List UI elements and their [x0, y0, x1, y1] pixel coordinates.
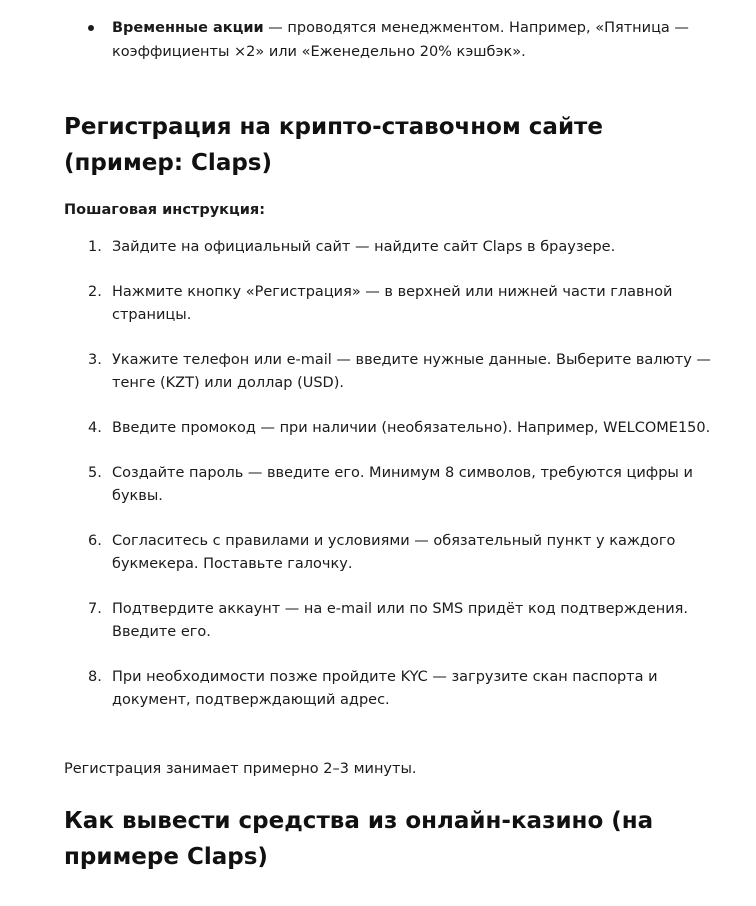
registration-time-note: Регистрация занимает примерно 2–3 минуты. — [64, 761, 417, 777]
step-item — [0, 462, 756, 508]
step-text: Согласитесь с правилами и условиями — обязательный пункт у каждого букмекера. Поставьте галочку. — [112, 533, 676, 572]
section-heading-withdrawal: Как вывести средства из онлайн-казино (на примере Claps) — [64, 808, 654, 870]
promo-bullet-list — [0, 16, 756, 64]
step-item — [0, 530, 756, 576]
section-heading-registration: Регистрация на крипто-ставочном сайте (пример: Claps) — [64, 114, 603, 176]
step-number: 6. — [88, 533, 102, 549]
bullet-text: — проводятся менеджментом. Например, «Пятница — коэффициенты ×2» или «Еженедельно 20% кэшбэк». — [112, 20, 689, 60]
step-item — [0, 281, 756, 327]
step-number: 5. — [88, 465, 102, 481]
step-text: Укажите телефон или e-mail — введите нужные данные. Выберите валюту — тенге (KZT) или доллар (USD). — [112, 352, 711, 391]
step-number: 1. — [88, 239, 102, 255]
step-number: 7. — [88, 601, 102, 617]
instructions-intro: Пошаговая инструкция: — [64, 202, 266, 218]
step-text: Подтвердите аккаунт — на e-mail или по SMS придёт код подтверждения. Введите его. — [112, 601, 688, 640]
step-number: 2. — [88, 284, 102, 300]
bullet-dot-icon — [88, 25, 94, 31]
step-text: Введите промокод — при наличии (необязательно). Например, WELCOME150. — [112, 420, 711, 436]
step-text: Создайте пароль — введите его. Минимум 8 символов, требуются цифры и буквы. — [112, 465, 693, 504]
step-number: 8. — [88, 669, 102, 685]
bullet-term: Временные акции — [112, 20, 264, 36]
step-number: 4. — [88, 420, 102, 436]
step-number: 3. — [88, 352, 102, 368]
step-text: Зайдите на официальный сайт — найдите сайт Claps в браузере. — [112, 239, 616, 255]
step-text: Нажмите кнопку «Регистрация» — в верхней или нижней части главной страницы. — [112, 284, 673, 323]
step-item — [0, 349, 756, 395]
step-item — [0, 417, 756, 440]
step-item — [0, 598, 756, 644]
list-item — [0, 16, 756, 64]
step-text: При необходимости позже пройдите KYC — загрузите скан паспорта и документ, подтверждающий адрес. — [112, 669, 658, 708]
registration-steps-list — [0, 236, 756, 734]
step-item — [0, 236, 756, 259]
step-item — [0, 666, 756, 712]
